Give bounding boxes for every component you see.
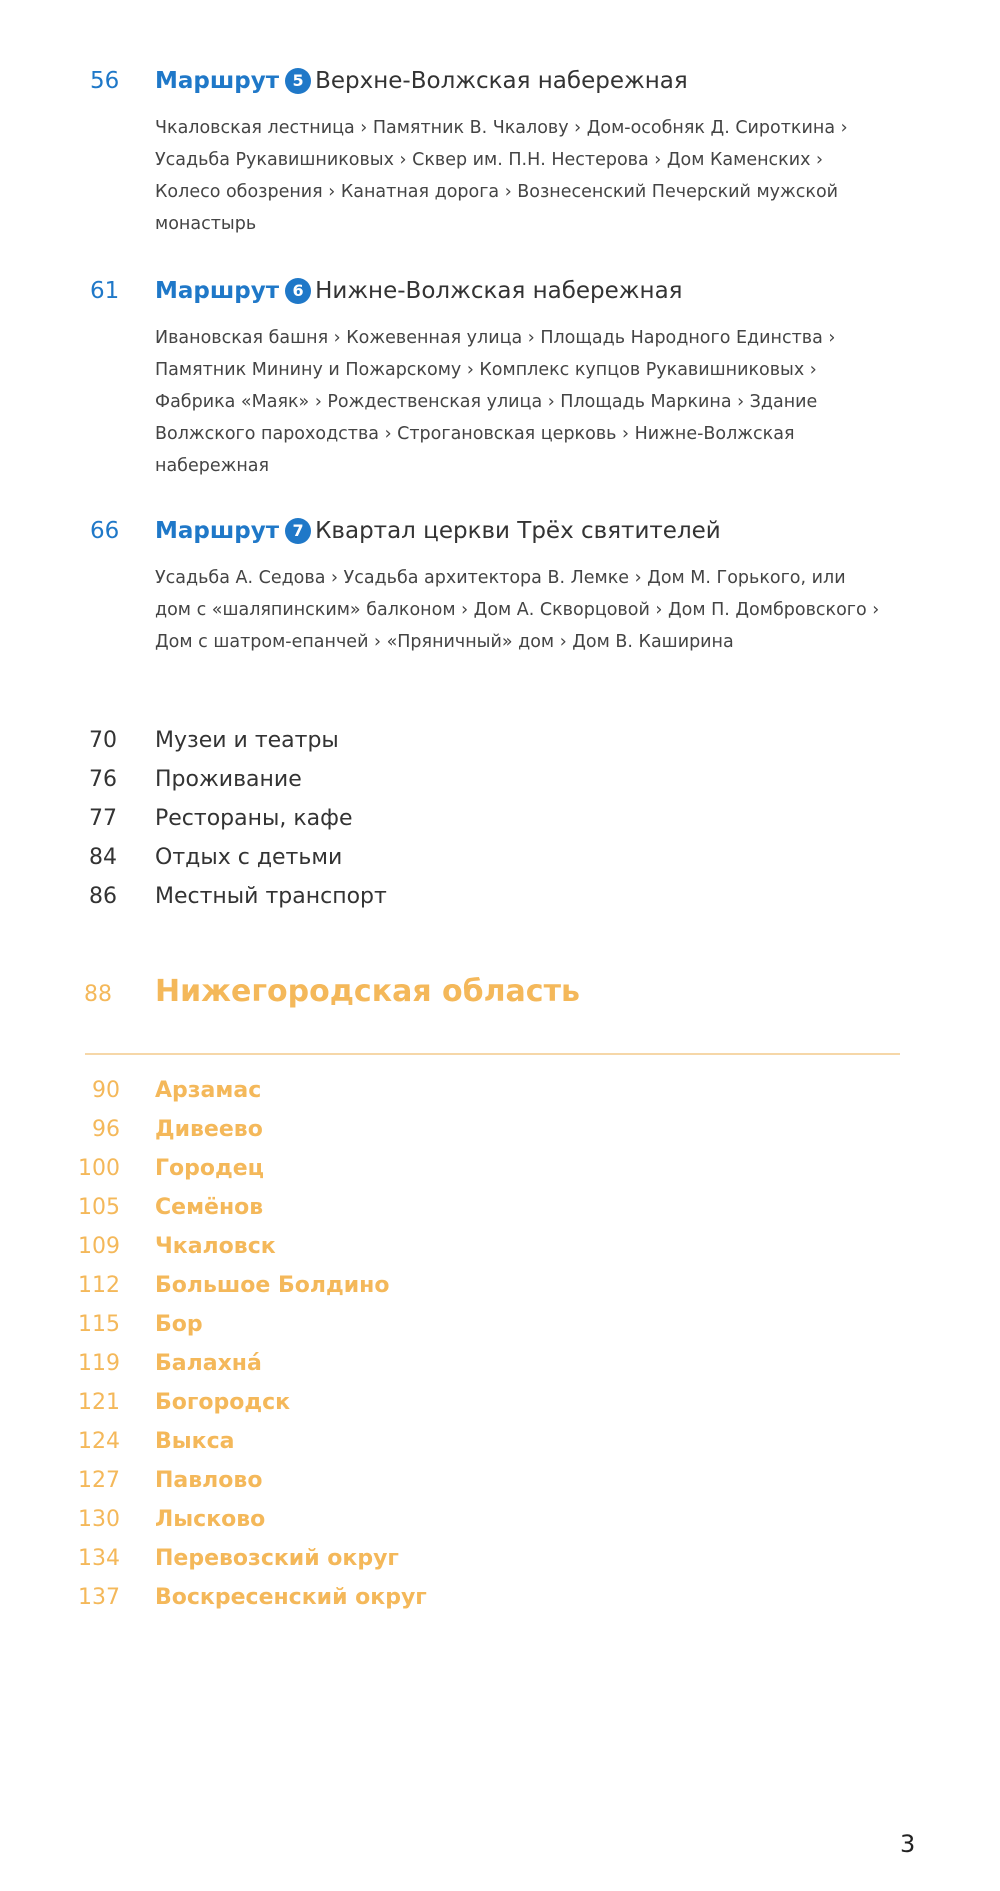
route-heading xyxy=(155,518,721,544)
route-title: Нижне-Волжская набережная xyxy=(315,278,683,304)
city-page-number: 96 xyxy=(92,1117,120,1142)
city-title: Чкаловск xyxy=(155,1234,276,1259)
section-page-number: 86 xyxy=(89,884,117,909)
section-page-number: 70 xyxy=(89,728,117,753)
section-page-number: 76 xyxy=(89,767,117,792)
route-label: Маршрут xyxy=(155,68,280,94)
city-page-number: 90 xyxy=(92,1078,120,1103)
city-page-number: 134 xyxy=(78,1546,120,1571)
section-page-number: 84 xyxy=(89,845,117,870)
route-label: Маршрут xyxy=(155,278,280,304)
route-number-badge: 6 xyxy=(285,278,311,304)
route-heading xyxy=(155,68,688,94)
city-title: Дивеево xyxy=(155,1117,263,1142)
route-title: Верхне-Волжская набережная xyxy=(315,68,688,94)
city-title: Выкса xyxy=(155,1429,235,1454)
city-page-number: 112 xyxy=(78,1273,120,1298)
city-page-number: 100 xyxy=(78,1156,120,1181)
city-page-number: 127 xyxy=(78,1468,120,1493)
city-title: Семёнов xyxy=(155,1195,264,1220)
city-title: Богородск xyxy=(155,1390,291,1415)
region-title: Нижегородская область xyxy=(155,974,580,1009)
city-page-number: 124 xyxy=(78,1429,120,1454)
city-title: Лысково xyxy=(155,1507,266,1532)
route-number-badge: 5 xyxy=(285,68,311,94)
city-page-number: 121 xyxy=(78,1390,120,1415)
city-title: Арзамас xyxy=(155,1078,262,1103)
route-page-number: 61 xyxy=(90,278,120,304)
route-title: Квартал церкви Трёх святителей xyxy=(315,518,721,544)
route-stops: Усадьба А. Седова › Усадьба архитектора В. Лемке › Дом М. Горького, или дом с «шаляпинским» балконом › Дом А. Скворцовой › Дом П. Домбровского › Дом с шатром-епанчей › «Пряничный» дом › Дом В. Каширина xyxy=(155,568,880,652)
city-page-number: 115 xyxy=(78,1312,120,1337)
route-stops: Чкаловская лестница › Памятник В. Чкалову › Дом-особняк Д. Сироткина › Усадьба Рукавишниковых › Сквер им. П.Н. Нестерова › Дом Каменских › Колесо обозрения › Канатная дорога › Вознесенский Печерский мужской монастырь xyxy=(155,118,848,234)
city-title: Большое Болдино xyxy=(155,1273,390,1298)
page-number: 3 xyxy=(900,1830,916,1858)
section-divider xyxy=(85,1053,900,1055)
city-page-number: 105 xyxy=(78,1195,120,1220)
section-title: Местный транспорт xyxy=(155,884,387,909)
route-label: Маршрут xyxy=(155,518,280,544)
route-heading xyxy=(155,278,683,304)
section-title: Рестораны, кафе xyxy=(155,806,353,831)
city-page-number: 109 xyxy=(78,1234,120,1259)
region-page-number: 88 xyxy=(84,982,112,1007)
section-page-number: 77 xyxy=(89,806,117,831)
section-title: Отдых с детьми xyxy=(155,845,343,870)
section-title: Музеи и театры xyxy=(155,728,339,753)
city-title: Балахна́ xyxy=(155,1351,262,1376)
city-page-number: 130 xyxy=(78,1507,120,1532)
route-stops: Ивановская башня › Кожевенная улица › Площадь Народного Единства › Памятник Минину и Пожарскому › Комплекс купцов Рукавишниковых › Фабрика «Маяк» › Рождественская улица › Площадь Маркина › Здание Волжского пароходства › Строгановская церковь › Нижне-Волжская набережная xyxy=(155,328,836,476)
section-title: Проживание xyxy=(155,767,302,792)
city-page-number: 119 xyxy=(78,1351,120,1376)
route-number-badge: 7 xyxy=(285,518,311,544)
route-page-number: 56 xyxy=(90,68,120,94)
city-title: Бор xyxy=(155,1312,203,1337)
city-title: Перевозский округ xyxy=(155,1546,399,1571)
city-title: Павлово xyxy=(155,1468,263,1493)
city-title: Городец xyxy=(155,1156,264,1181)
route-page-number: 66 xyxy=(90,518,120,544)
city-title: Воскресенский округ xyxy=(155,1585,427,1610)
city-page-number: 137 xyxy=(78,1585,120,1610)
